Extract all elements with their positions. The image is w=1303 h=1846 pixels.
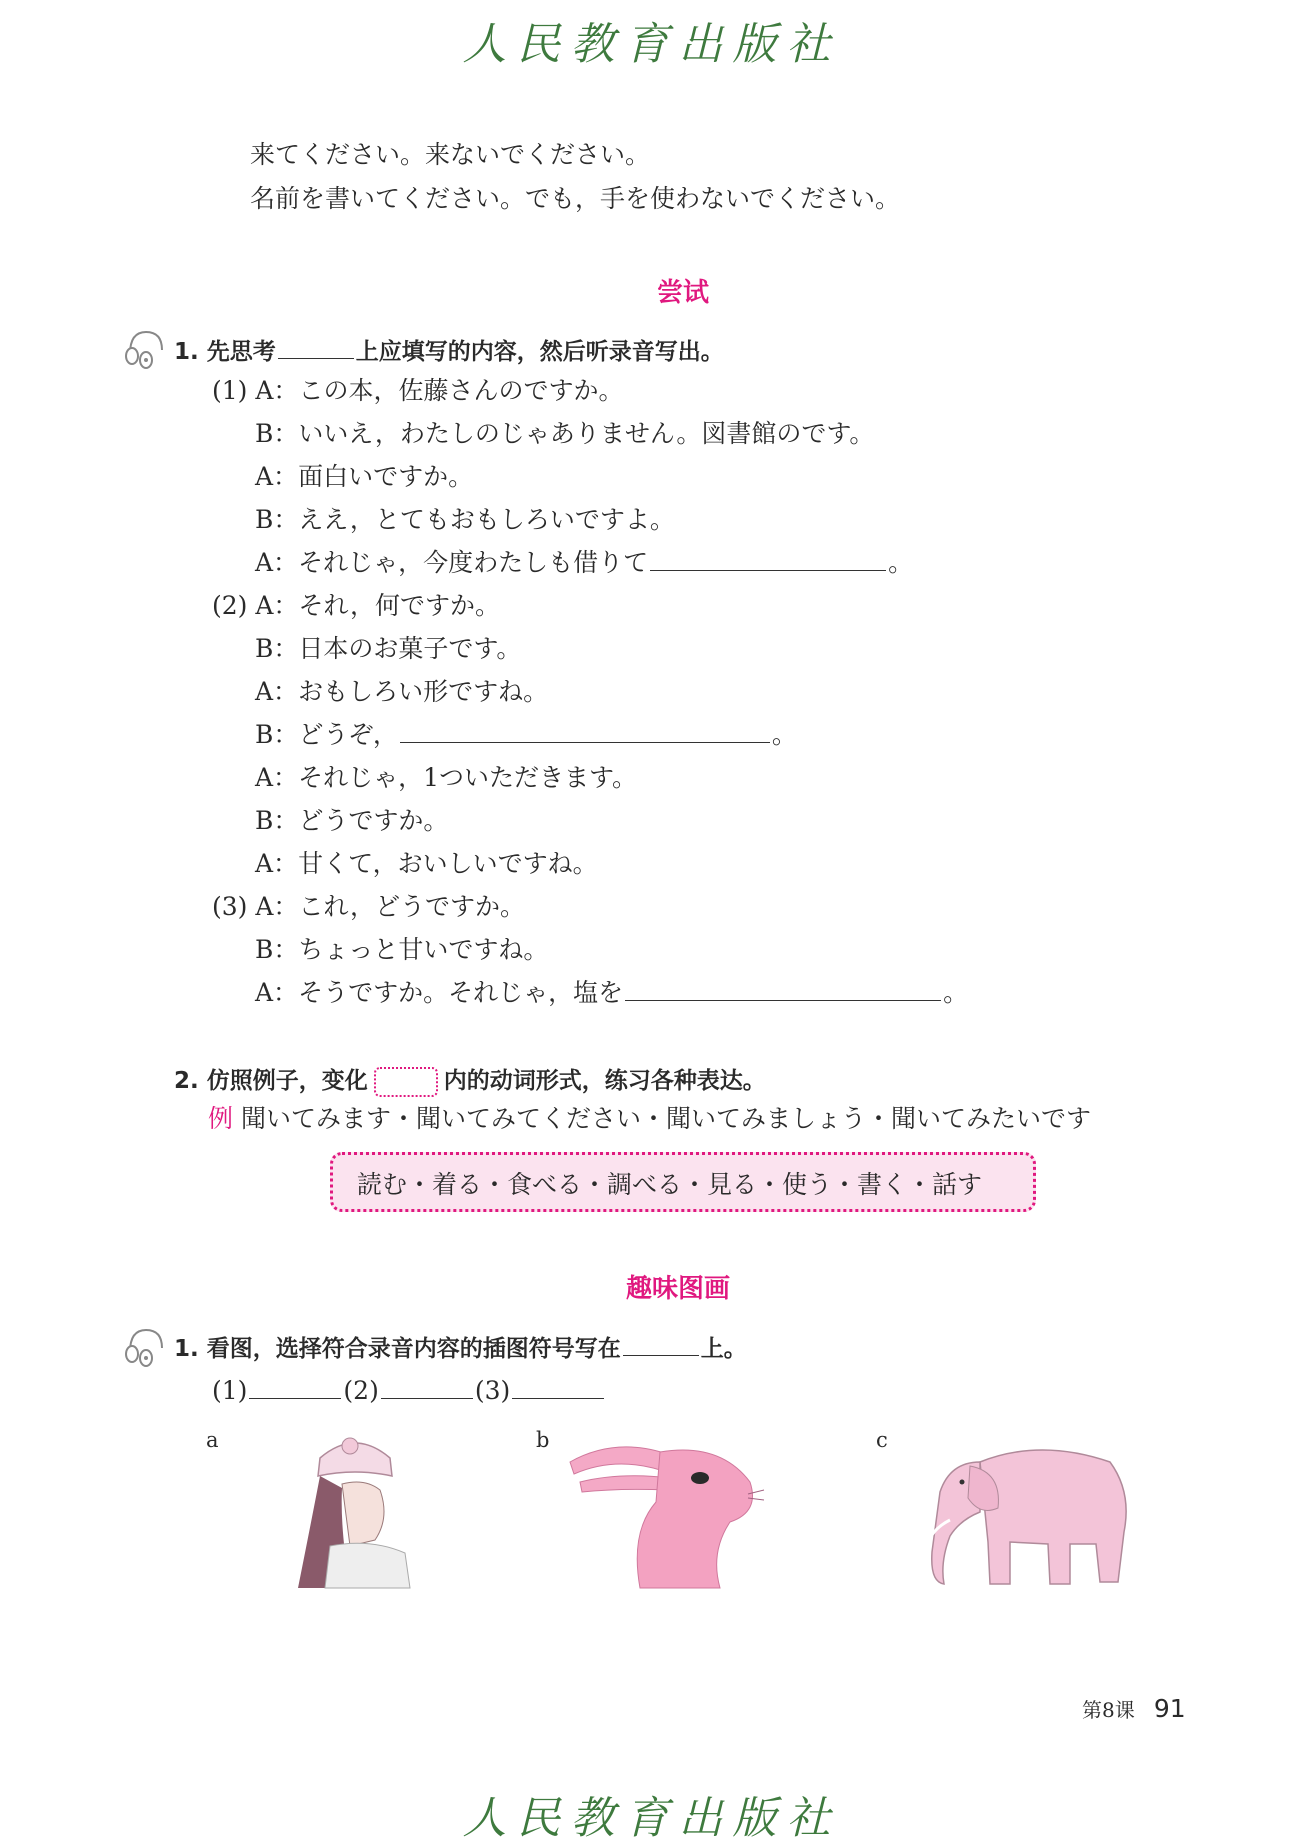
intro-line-2: 名前を書いてください。でも，手を使わないでください。: [250, 184, 901, 213]
speaker-label: A：: [255, 591, 299, 620]
dialog3-line-3: [255, 978, 968, 1008]
task1-text-before: 先思考: [206, 339, 276, 365]
answer-blank[interactable]: [650, 548, 886, 571]
task3-text-after: 上。: [700, 1336, 747, 1362]
picture-letter-b: b: [536, 1428, 550, 1452]
task3-answer-blanks: [212, 1376, 606, 1406]
section-title-fun-pictures: 趣味图画: [626, 1274, 731, 1304]
speaker-label: B：: [255, 634, 299, 663]
task1-instruction: [174, 336, 724, 367]
verb-list-box: 読む・着る・食べる・調べる・見る・使う・書く・話す: [330, 1152, 1036, 1212]
task3-text-before: 看图，选择符合录音内容的插图符号写在: [206, 1336, 621, 1362]
dialog-label: (1): [212, 376, 248, 405]
dialog-text: 日本のお菓子です。: [298, 634, 522, 663]
page-number: 91: [1153, 1694, 1186, 1723]
task3-instruction: [174, 1333, 747, 1364]
headphones-icon: [120, 1322, 168, 1370]
dialog-text: それじゃ，1ついただきます。: [298, 763, 637, 792]
picture-letter-a: a: [206, 1428, 219, 1452]
dialog1-line-3: [255, 462, 473, 492]
speaker-label: A：: [255, 849, 299, 878]
dialog-text: 面白いですか。: [298, 462, 474, 491]
dialog2-line-7: [255, 849, 598, 879]
dialog-text: ちょっと甘いですね。: [298, 935, 549, 964]
answer-blank[interactable]: [400, 720, 770, 743]
dialog-text: それ，何ですか。: [298, 591, 500, 620]
dialog3-line-2: [255, 935, 548, 965]
task2-example: [208, 1104, 1091, 1134]
dialog-text: この本，佐藤さんのですか。: [298, 376, 624, 405]
headphones-icon: [120, 324, 168, 372]
dialog2-line-6: [255, 806, 448, 836]
dialog-text: どうですか。: [298, 806, 449, 835]
speaker-label: A：: [255, 376, 299, 405]
dialog-end-punct: 。: [771, 720, 797, 749]
dialog-end-punct: 。: [943, 978, 969, 1007]
dialog-text: それじゃ，今度わたしも借りて: [298, 548, 649, 577]
answer-blank-2[interactable]: [381, 1376, 473, 1399]
task1-text-after: 上应填写的内容，然后听录音写出。: [355, 339, 724, 365]
publisher-logo-bottom: 人民教育出版社: [462, 1793, 841, 1844]
blank-label-3: (3): [474, 1376, 511, 1405]
picture-letter-c: c: [876, 1428, 888, 1452]
task3-inline-blank: [623, 1333, 699, 1356]
dialog-end-punct: 。: [888, 548, 914, 577]
dialog2-line-4: [255, 720, 797, 750]
task3-number: 1.: [174, 1336, 199, 1362]
girl-with-bonnet-illustration: [280, 1428, 430, 1593]
dialog1-line-1: [212, 376, 623, 406]
dialog1-line-5: [255, 548, 913, 578]
speaker-label: B：: [255, 806, 299, 835]
speaker-label: B：: [255, 505, 299, 534]
intro-line-1: 来てください。来ないでください。: [250, 140, 651, 169]
dialog2-line-3: [255, 677, 548, 707]
task2-instruction: [174, 1066, 766, 1097]
dialog2-line-1: [212, 591, 500, 621]
dialog-text: そうですか。それじゃ，塩を: [298, 978, 624, 1007]
dotted-box-icon: [374, 1067, 438, 1097]
dialog-label: (3): [212, 892, 248, 921]
dialog2-line-5: [255, 763, 637, 793]
task2-number: 2.: [174, 1068, 199, 1094]
pink-elephant-illustration: [910, 1432, 1140, 1592]
dialog-label: (2): [212, 591, 248, 620]
speaker-label: B：: [255, 419, 299, 448]
dialog-text: ええ，とてもおもしろいですよ。: [298, 505, 675, 534]
example-label: 例: [208, 1104, 234, 1133]
task2-text-after: 内的动词形式，练习各种表达。: [443, 1068, 766, 1094]
task2-text-before: 仿照例子，变化: [206, 1068, 368, 1094]
dialog-text: 甘くて，おいしいですね。: [298, 849, 598, 878]
blank-label-2: (2): [343, 1376, 379, 1405]
dialog-text: いいえ，わたしのじゃありません。図書館のです。: [298, 419, 875, 448]
dialog-text: これ，どうですか。: [298, 892, 525, 921]
lesson-label: 第8课: [1082, 1698, 1135, 1722]
pink-rabbit-illustration: [560, 1432, 770, 1592]
task1-inline-blank: [278, 336, 354, 359]
speaker-label: A：: [255, 978, 299, 1007]
dialog-text: どうぞ，: [298, 720, 398, 749]
speaker-label: A：: [255, 763, 299, 792]
speaker-label: B：: [255, 935, 299, 964]
answer-blank-3[interactable]: [512, 1376, 604, 1399]
dialog1-line-2: [255, 419, 874, 449]
speaker-label: B：: [255, 720, 299, 749]
publisher-logo-top: 人民教育出版社: [462, 19, 841, 70]
dialog-text: おもしろい形ですね。: [298, 677, 549, 706]
page-footer: [1082, 1694, 1186, 1723]
dialog1-line-4: [255, 505, 675, 535]
dialog2-line-2: [255, 634, 521, 664]
speaker-label: A：: [255, 677, 299, 706]
answer-blank-1[interactable]: [249, 1376, 341, 1399]
speaker-label: A：: [255, 548, 299, 577]
speaker-label: A：: [255, 462, 299, 491]
section-title-try: 尝试: [657, 278, 710, 308]
dialog3-line-1: [212, 892, 525, 922]
blank-label-1: (1): [212, 1376, 248, 1405]
example-text: 聞いてみます・聞いてみてください・聞いてみましょう・聞いてみたいです: [240, 1104, 1091, 1133]
speaker-label: A：: [255, 892, 299, 921]
task1-number: 1.: [174, 339, 199, 365]
answer-blank[interactable]: [625, 978, 941, 1001]
